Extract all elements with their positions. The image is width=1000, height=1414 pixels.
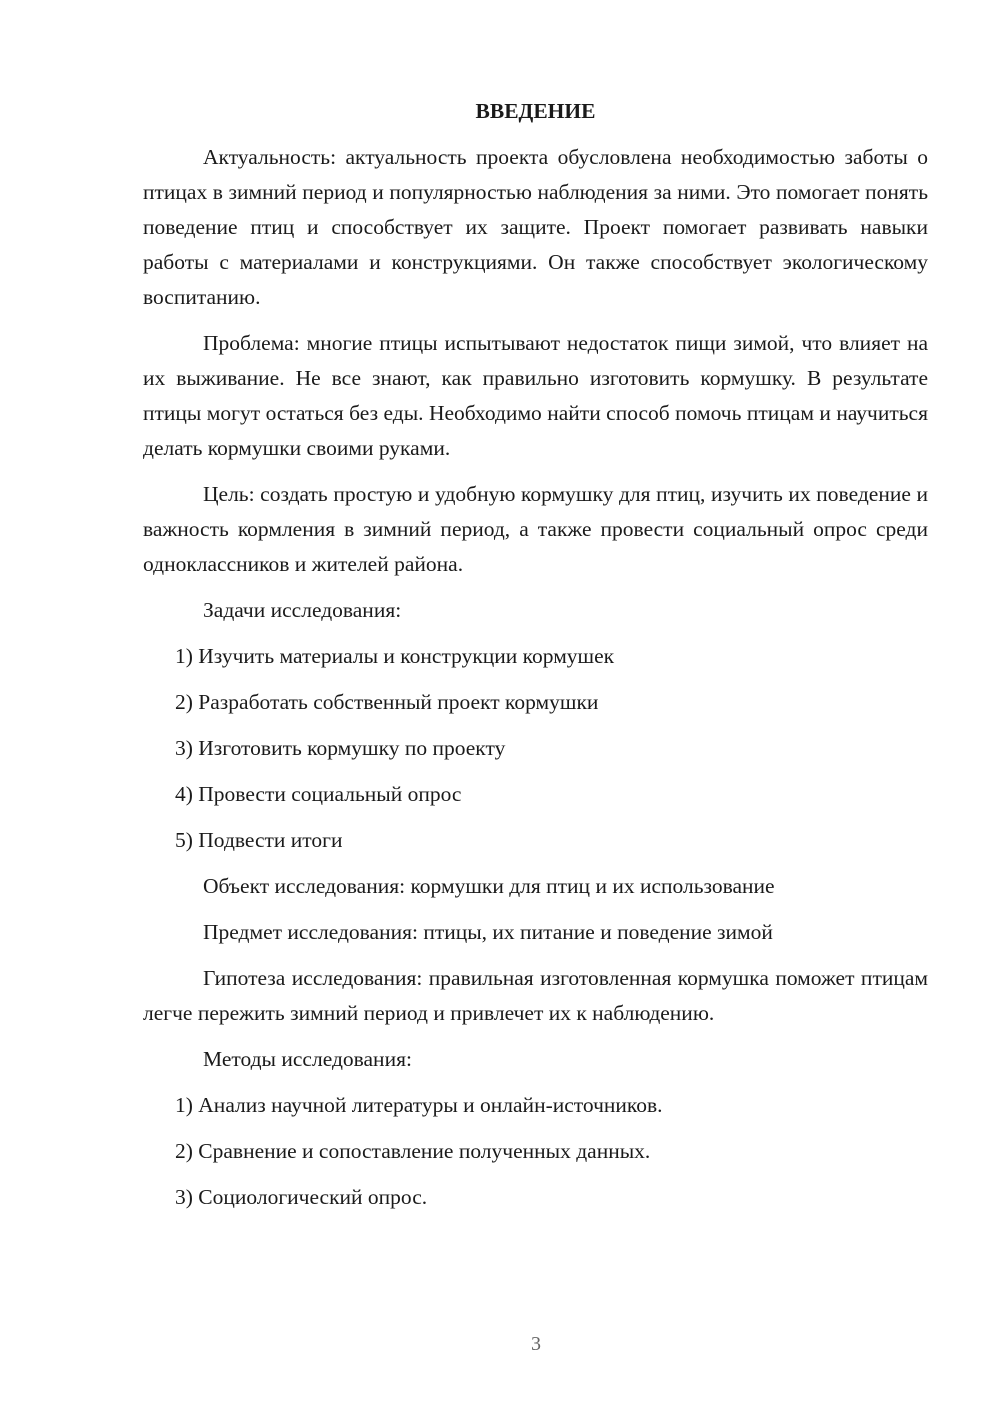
task-item: 2) Разработать собственный проект кормушки: [175, 690, 599, 714]
task-item: 4) Провести социальный опрос: [175, 782, 462, 806]
task-item: 1) Изучить материалы и конструкции кормушек: [175, 644, 615, 668]
tasks-list: [143, 639, 928, 858]
hypothesis-paragraph: Гипотеза исследования: правильная изготовленная кормушка поможет птицам легче пережить зимний период и привлечет их к наблюдению.: [143, 966, 928, 1025]
task-item: 3) Изготовить кормушку по проекту: [175, 736, 506, 760]
problem-paragraph: Проблема: многие птицы испытывают недостаток пищи зимой, что влияет на их выживание. Не все знают, как правильно изготовить кормушку. В результате птицы могут остаться без еды. Необходимо найти способ помочь птицам и научиться делать кормушки своими руками.: [143, 331, 928, 460]
methods-list: [143, 1088, 928, 1215]
task-item: 5) Подвести итоги: [175, 828, 343, 852]
subject-line: Предмет исследования: птицы, их питание и поведение зимой: [203, 920, 773, 944]
method-item: 1) Анализ научной литературы и онлайн-источников.: [175, 1093, 663, 1117]
page-title: ВВЕДЕНИЕ: [475, 99, 596, 123]
tasks-heading: Задачи исследования:: [203, 598, 402, 622]
goal-paragraph: Цель: создать простую и удобную кормушку для птиц, изучить их поведение и важность кормления в зимний период, а также провести социальный опрос среди одноклассников и жителей района.: [143, 482, 928, 576]
relevance-paragraph: Актуальность: актуальность проекта обусловлена необходимостью заботы о птицах в зимний период и популярностью наблюдения за ними. Это помогает понять поведение птиц и способствует их защите. Проект помогает развивать навыки работы с материалами и конструкциями. Он также способствует экологическому воспитанию.: [143, 145, 928, 309]
method-item: 3) Социологический опрос.: [175, 1185, 428, 1209]
methods-heading: Методы исследования:: [203, 1047, 412, 1071]
object-line: Объект исследования: кормушки для птиц и их использование: [203, 874, 775, 898]
page-content: [143, 96, 928, 1226]
page-number: 3: [531, 1333, 541, 1355]
method-item: 2) Сравнение и сопоставление полученных данных.: [175, 1139, 651, 1163]
